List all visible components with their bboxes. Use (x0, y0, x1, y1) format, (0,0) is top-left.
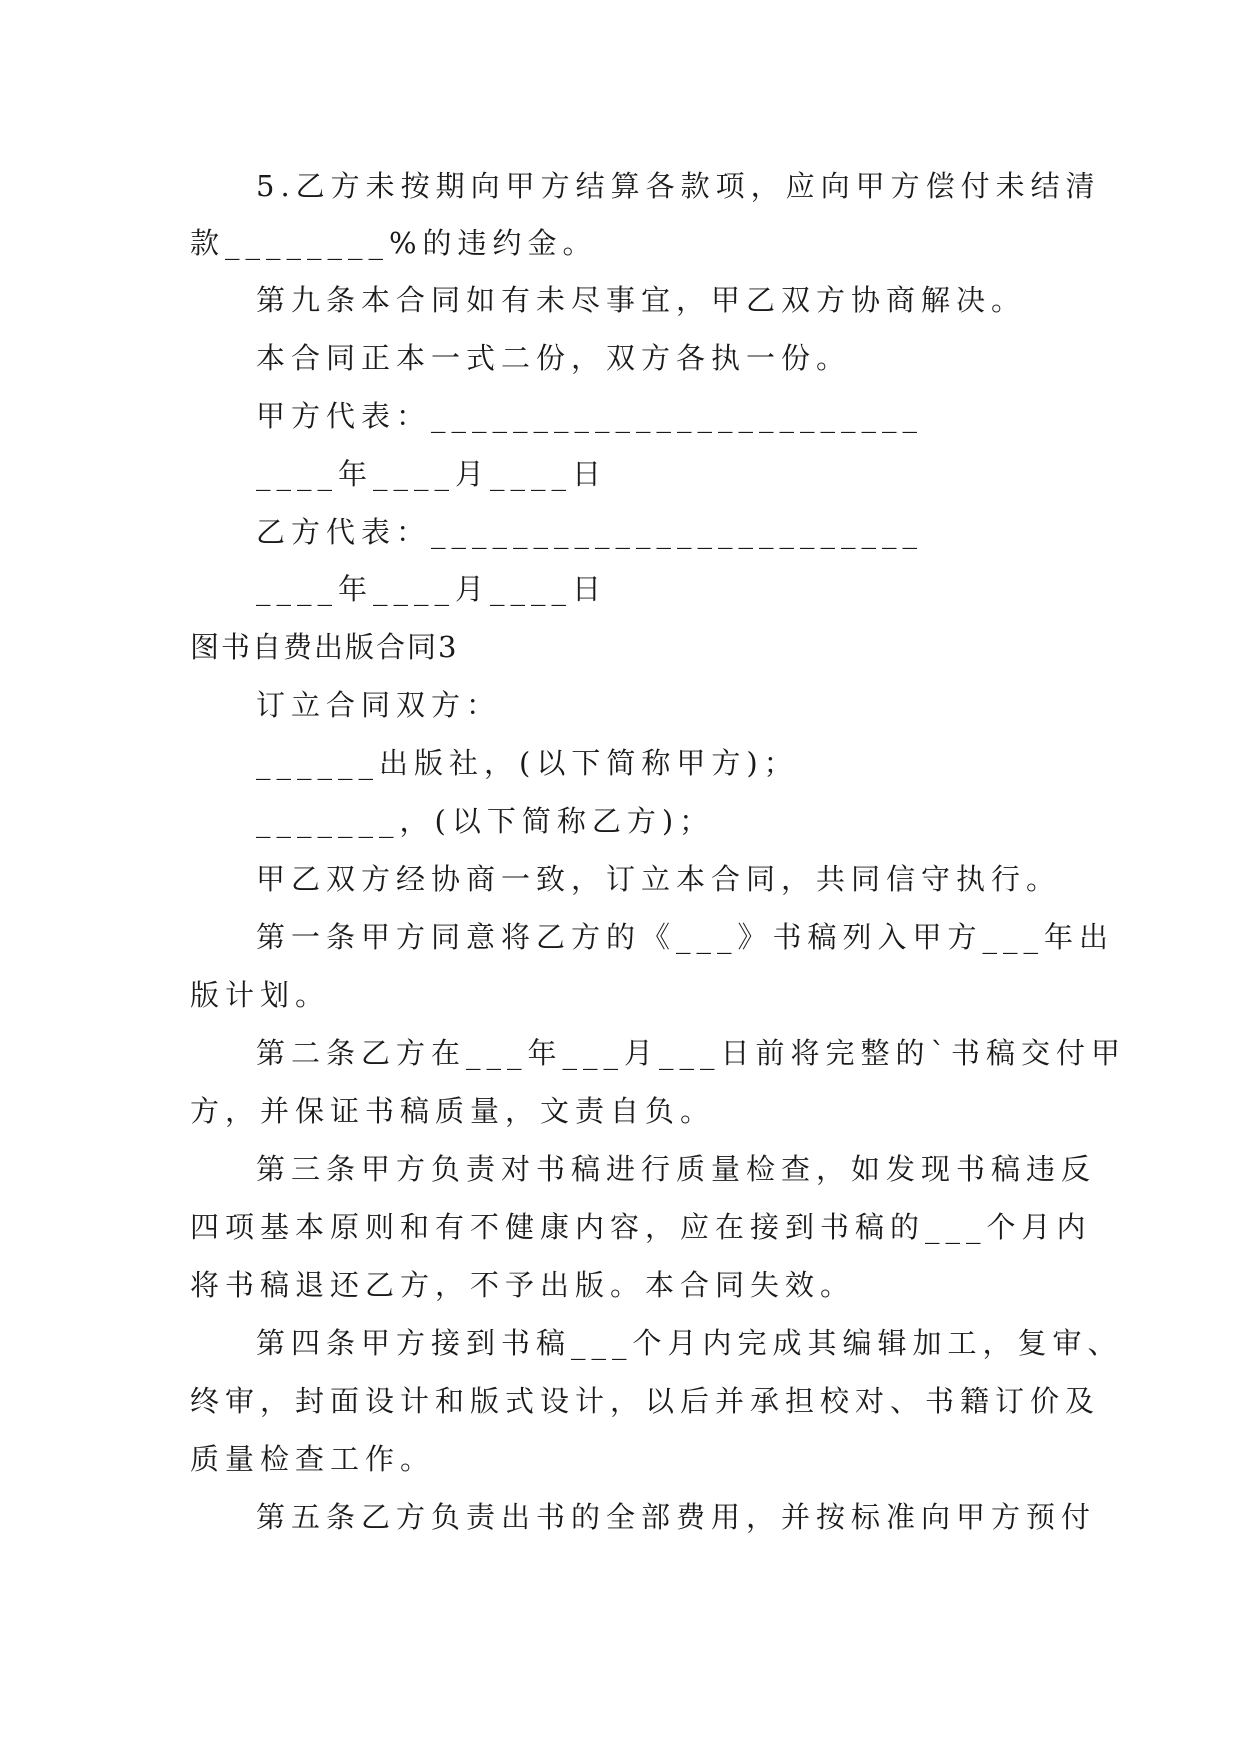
text-line-article-4-cont-1: 终审，封面设计和版式设计，以后并承担校对、书籍订价及 (190, 1384, 1101, 1418)
text-line-article-3-cont-2: 将书稿退还乙方，不予出版。本合同失效。 (190, 1268, 856, 1302)
text-line-clause-8-5: 5.乙方未按期向甲方结算各款项，应向甲方偿付未结清 (256, 169, 1101, 203)
text-line-party-b-rep: 乙方代表：________________________ (256, 515, 924, 549)
text-line-agreement: 甲乙双方经协商一致，订立本合同，共同信守执行。 (256, 862, 1062, 896)
text-line-copies: 本合同正本一式二份，双方各执一份。 (256, 341, 852, 375)
text-line-article-3: 第三条甲方负责对书稿进行质量检查，如发现书稿违反 (256, 1152, 1097, 1186)
text-line-party-b-date: ____年____月____日 (256, 572, 608, 606)
text-line-clause-9: 第九条本合同如有未尽事宜，甲乙双方协商解决。 (256, 283, 1027, 317)
text-line-publisher: ______出版社，(以下简称甲方)； (256, 746, 799, 780)
text-line-party-a-date: ____年____月____日 (256, 457, 608, 491)
text-line-author: _______，(以下简称乙方)； (256, 804, 715, 838)
text-line-article-4-cont-2: 质量检查工作。 (190, 1442, 436, 1476)
text-line-article-2: 第二条乙方在___年___月___日前将完整的`书稿交付甲 (256, 1036, 1127, 1070)
text-line-party-a-rep: 甲方代表：________________________ (256, 399, 924, 433)
text-line-article-5: 第五条乙方负责出书的全部费用，并按标准向甲方预付 (256, 1500, 1097, 1534)
text-line-article-1: 第一条甲方同意将乙方的《___》书稿列入甲方___年出 (256, 920, 1115, 954)
text-line-article-4: 第四条甲方接到书稿___个月内完成其编辑加工，复审、 (256, 1326, 1123, 1360)
text-line-article-1-cont: 版计划。 (190, 978, 331, 1012)
section-heading: 图书自费出版合同3 (190, 630, 459, 664)
text-line-parties: 订立合同双方： (256, 688, 502, 722)
text-line-article-2-cont: 方，并保证书稿质量，文责自负。 (190, 1094, 716, 1128)
text-line-article-3-cont-1: 四项基本原则和有不健康内容，应在接到书稿的___个月内 (190, 1210, 1092, 1244)
text-line-clause-8-5-cont: 款________%的违约金。 (190, 226, 598, 260)
